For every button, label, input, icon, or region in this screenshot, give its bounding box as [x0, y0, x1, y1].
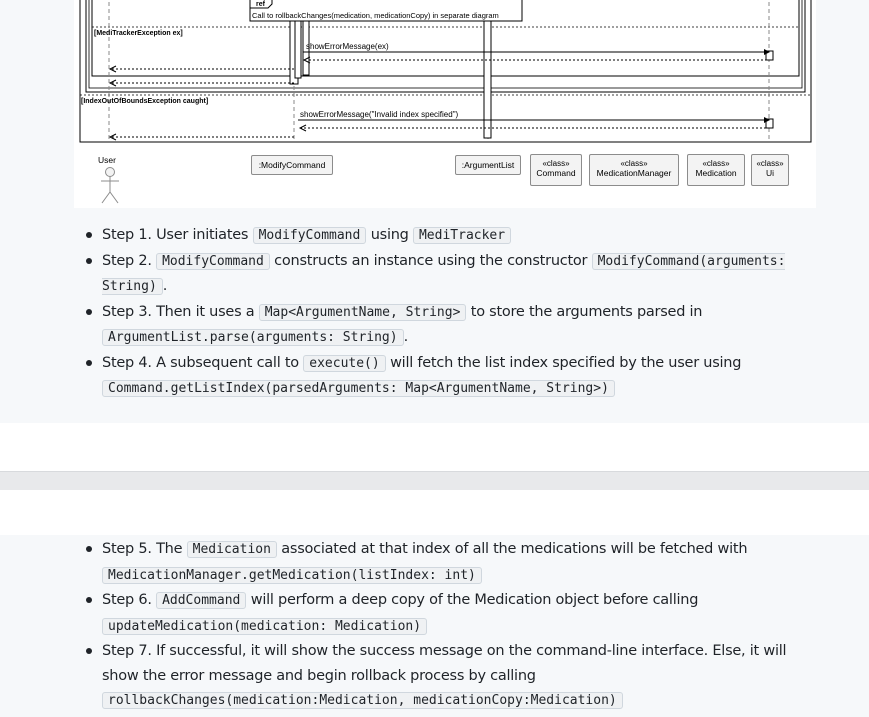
code-rollback-changes: rollbackChanges(medication:Medication, medicationCopy:Medication)	[102, 692, 623, 709]
participant-argument-list-label: :ArgumentList	[461, 160, 515, 170]
step-1: Step 1. User initiates ModifyCommand using MediTracker	[80, 223, 810, 249]
section-gap	[0, 423, 869, 471]
steps-list-top	[80, 223, 810, 402]
msg-show-error-ex: showErrorMessage(ex)	[306, 42, 389, 51]
participant-ui	[751, 154, 789, 186]
participant-argument-list	[455, 155, 521, 175]
participant-command	[530, 154, 582, 186]
participant-medication	[687, 154, 745, 186]
participant-ui-stereotype: «class»	[756, 159, 784, 168]
step-4: Step 4. A subsequent call to execute() will fetch the list index specified by the user using Command.getListIndex(parsedArguments: Map<ArgumentName, String>)	[80, 351, 810, 402]
participant-ui-label: Ui	[765, 168, 775, 178]
steps-list-bottom	[80, 537, 810, 714]
code-meditracker: MediTracker	[413, 227, 511, 244]
code-get-medication: MedicationManager.getMedication(listIndex: int)	[102, 567, 482, 584]
step-2: Step 2. ModifyCommand constructs an instance using the constructor ModifyCommand(arguments: String) .	[80, 249, 810, 300]
user-actor-icon	[101, 168, 119, 204]
step-6: Step 6. AddCommand will perform a deep copy of the Medication object before calling updateMedication(medication: Medication)	[80, 588, 810, 639]
participant-medication-manager-stereotype: «class»	[620, 159, 648, 168]
actor-user-label: User	[98, 155, 116, 165]
code-modify-command: ModifyCommand	[156, 253, 270, 270]
participant-modify-command-label: :ModifyCommand	[258, 160, 326, 170]
horizontal-rule	[0, 471, 869, 490]
code-modify-command: ModifyCommand	[253, 227, 367, 244]
participant-command-stereotype: «class»	[542, 159, 570, 168]
code-map: Map<ArgumentName, String>	[259, 304, 467, 321]
sequence-diagram	[74, 0, 816, 208]
participant-medication-stereotype: «class»	[702, 159, 730, 168]
participant-medication-manager	[589, 154, 679, 186]
code-argument-list-parse: ArgumentList.parse(arguments: String)	[102, 329, 404, 346]
guard-index: [IndexOutOfBoundsException caught]	[81, 98, 209, 105]
code-get-list-index: Command.getListIndex(parsedArguments: Map<ArgumentName, String>)	[102, 380, 615, 397]
participant-medication-label: Medication	[695, 168, 737, 178]
section-gap-2	[0, 490, 869, 535]
code-add-command: AddCommand	[156, 592, 246, 609]
step-3: Step 3. Then it uses a Map<ArgumentName, String> to store the arguments parsed in ArgumentList.parse(arguments: String) .	[80, 300, 810, 351]
participant-medication-manager-label: MedicationManager	[596, 168, 672, 178]
code-update-medication: updateMedication(medication: Medication)	[102, 618, 427, 635]
code-constructor: ModifyCommand(arguments: String)	[102, 253, 786, 294]
step-7: Step 7. If successful, it will show the success message on the command-line interface. Else, it will show the error message and begin rollback process by calling rollbackChanges(medication:Medication, medicationCopy:Medication)	[80, 639, 810, 714]
msg-show-error-invalid: showErrorMessage("Invalid index specified")	[300, 110, 459, 119]
ref-text: Call to rollbackChanges(medication, medicationCopy) in separate diagram	[252, 11, 499, 20]
content-section-2	[0, 535, 869, 717]
participant-modify-command	[251, 155, 333, 175]
code-medication: Medication	[187, 541, 277, 558]
participant-command-label: Command	[536, 168, 576, 178]
code-execute: execute()	[303, 355, 385, 372]
step-5: Step 5. The Medication associated at that index of all the medications will be fetched with MedicationManager.getMedication(listIndex: int)	[80, 537, 810, 588]
ref-tag: ref	[256, 1, 265, 8]
guard-meditracker: [MediTrackerException ex]	[94, 30, 183, 37]
